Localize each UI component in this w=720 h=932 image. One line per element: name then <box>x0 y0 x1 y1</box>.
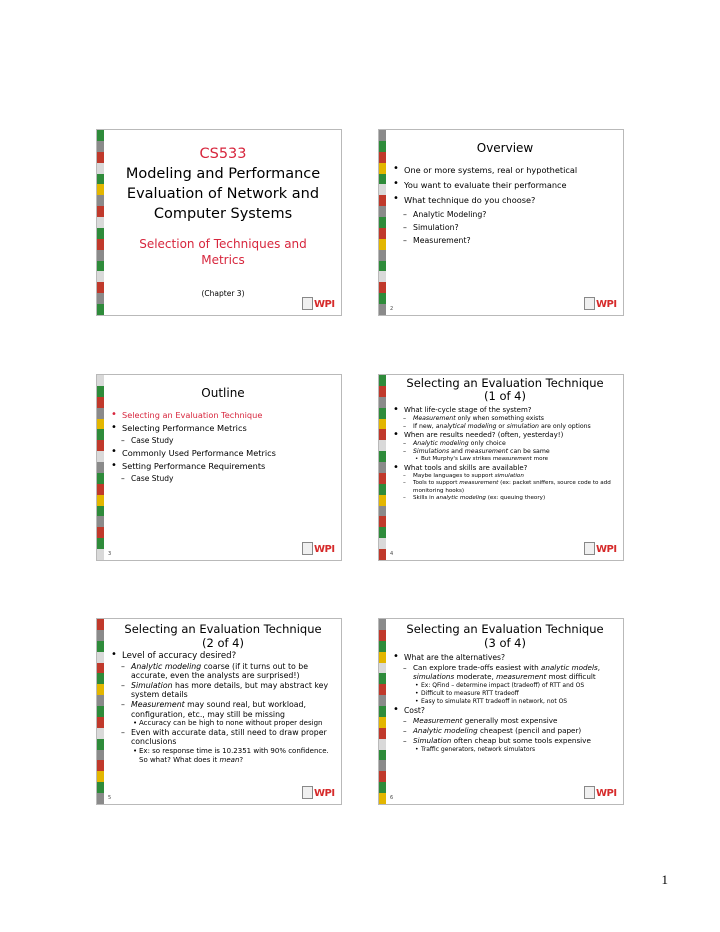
bullet: • What tools and skills are available? <box>393 464 617 473</box>
subtitle-line-1: Selection of Techniques and <box>139 237 307 251</box>
slide-title: Selecting an Evaluation Technique <box>124 622 322 636</box>
slide-2 <box>378 129 624 316</box>
bullet: • What life-cycle stage of the system? <box>393 406 617 415</box>
wpi-logo: WPI <box>302 539 338 557</box>
wpi-logo: WPI <box>584 294 620 312</box>
sub-bullet: – Simulation has more details, but may abstract key system details <box>111 681 335 700</box>
outline-item: • Selecting an Evaluation Technique <box>111 409 335 422</box>
slide-6 <box>378 618 624 805</box>
course-code: CS533 <box>199 146 247 162</box>
detail-bullet: • Accuracy can be high to none without proper design <box>111 719 335 728</box>
sub-bullet: – Analytic Modeling? <box>393 208 617 221</box>
sub-bullet: – Analytic modeling only choice <box>393 440 617 448</box>
slide-5 <box>96 618 342 805</box>
title-line-3: Computer Systems <box>153 206 293 222</box>
slide-number: 6 <box>390 795 394 801</box>
slide-title-part: (3 of 4) <box>483 636 526 650</box>
sub-bullet: – Analytic modeling coarse (if it turns out to be accurate, even the analysts are surprised!) <box>111 662 335 681</box>
sub-bullet: – Measurement generally most expensive <box>393 716 617 726</box>
outline-item: • Setting Performance Requirements <box>111 460 335 473</box>
outline-subitem: – Case Study <box>111 473 335 484</box>
color-bar <box>97 619 104 804</box>
bullet: • You want to evaluate their performance <box>393 180 617 191</box>
outline-item: • Selecting Performance Metrics <box>111 422 335 435</box>
wpi-logo: WPI <box>302 294 338 312</box>
color-bar <box>97 130 104 315</box>
slide-number: 4 <box>390 551 394 557</box>
detail-bullet: • But Murphy's Law strikes measurement more <box>393 456 617 464</box>
slide-title: Selecting an Evaluation Technique <box>406 376 604 390</box>
wpi-logo: WPI <box>302 783 338 801</box>
slide-4 <box>378 374 624 561</box>
title-line-1: Modeling and Performance <box>125 166 321 182</box>
detail-bullet: • Ex: so response time is 10.2351 with 90% confidence. So what? What does it mean? <box>111 747 335 764</box>
bullet: • When are results needed? (often, yesterday!) <box>393 431 617 440</box>
slide-1 <box>96 129 342 316</box>
sub-bullet: – Measurement may sound real, but workload, configuration, etc., may still be missing <box>111 700 335 719</box>
sub-bullet: – Simulation? <box>393 221 617 234</box>
wpi-logo: WPI <box>584 539 620 557</box>
sub-bullet: – If new, analytical modeling or simulation are only options <box>393 423 617 431</box>
outline-item: • Commonly Used Performance Metrics <box>111 446 335 460</box>
color-bar <box>379 375 386 560</box>
sub-bullet: – Simulation often cheap but some tools expensive <box>393 736 617 746</box>
sub-bullet: – Maybe languages to support simulation <box>393 473 617 481</box>
sub-bullet: – Tools to support measurement (ex: packet sniffers, source code to add monitoring hooks) <box>393 480 617 495</box>
color-bar <box>379 130 386 315</box>
sub-bullet: – Simulations and measurement can be same <box>393 448 617 456</box>
sub-bullet: – Analytic modeling cheapest (pencil and paper) <box>393 726 617 736</box>
subtitle-line-2: Metrics <box>201 253 245 267</box>
chapter-label: (Chapter 3) <box>201 289 245 298</box>
slide-3 <box>96 374 342 561</box>
wpi-logo: WPI <box>584 783 620 801</box>
sub-bullet: – Skills in analytic modeling (ex: queuing theory) <box>393 495 617 503</box>
bullet: • One or more systems, real or hypothetical <box>393 165 617 176</box>
slide-title-part: (2 of 4) <box>201 636 244 650</box>
bullet: • What are the alternatives? <box>393 653 617 663</box>
detail-bullet: • Traffic generators, network simulators <box>393 746 617 754</box>
slide-number: 3 <box>108 551 112 557</box>
bullet: • What technique do you choose? <box>393 195 617 206</box>
page-number: 1 <box>661 872 668 887</box>
detail-bullet: • Easy to simulate RTT tradeoff in network, not OS <box>393 698 617 706</box>
slide-title: Outline <box>201 386 245 400</box>
bullet: • Level of accuracy desired? <box>111 651 335 662</box>
sub-bullet: – Can explore trade-offs easiest with analytic models, simulations moderate, measurement most difficult <box>393 663 617 682</box>
color-bar <box>97 375 104 560</box>
outline-subitem: – Case Study <box>111 435 335 446</box>
slide-number: 5 <box>108 795 112 801</box>
sub-bullet: – Measurement? <box>393 234 617 247</box>
bullet: • Cost? <box>393 706 617 716</box>
detail-bullet: • Difficult to measure RTT tradeoff <box>393 690 617 698</box>
color-bar <box>379 619 386 804</box>
slide-title: Overview <box>476 141 534 155</box>
title-line-2: Evaluation of Network and <box>126 186 320 202</box>
sub-bullet: – Even with accurate data, still need to draw proper conclusions <box>111 728 335 747</box>
sub-bullet: – Measurement only when something exists <box>393 415 617 423</box>
slide-number: 2 <box>390 306 394 312</box>
slide-title-part: (1 of 4) <box>483 389 526 403</box>
detail-bullet: • Ex: QFind – determine impact (tradeoff) of RTT and OS <box>393 682 617 690</box>
slide-title: Selecting an Evaluation Technique <box>406 622 604 636</box>
